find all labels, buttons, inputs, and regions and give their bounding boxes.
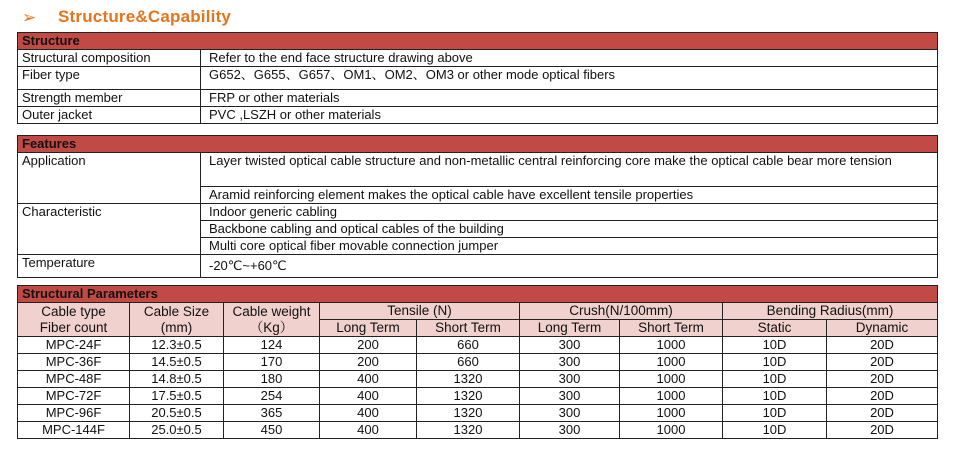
page-title: Structure&Capability	[58, 7, 232, 26]
cell-crush-long: 300	[520, 405, 620, 422]
cell-crush-short: 1000	[620, 354, 723, 371]
cell-crush-long: 300	[520, 422, 620, 439]
cell-bending-dynamic: 20D	[827, 422, 938, 439]
table-row	[18, 405, 938, 422]
cell-crush-long: 300	[520, 354, 620, 371]
features-heading: Features	[18, 136, 938, 153]
table-row	[18, 255, 938, 278]
col-bending-radius: Bending Radius(mm)	[723, 303, 938, 320]
sub-bending-static: Static	[723, 320, 827, 337]
table-row	[18, 337, 938, 354]
sub-bending-dynamic: Dynamic	[827, 320, 938, 337]
cell-bending-dynamic: 20D	[827, 371, 938, 388]
table-row	[18, 388, 938, 405]
cell-cable-size: 20.5±0.5	[130, 405, 224, 422]
row-label: Structural composition	[18, 50, 201, 67]
cell-cable-size: 14.8±0.5	[130, 371, 224, 388]
cell-cable-weight: 124	[224, 337, 320, 354]
characteristic-value: Indoor generic cabling	[201, 204, 938, 221]
characteristic-label: Characteristic	[18, 204, 201, 255]
temperature-label: Temperature	[18, 255, 201, 278]
row-value: PVC ,LSZH or other materials	[201, 107, 938, 124]
cell-crush-long: 300	[520, 371, 620, 388]
cell-tensile-long: 400	[320, 388, 417, 405]
characteristic-value: Backbone cabling and optical cables of the building	[201, 221, 938, 238]
table-row	[18, 371, 938, 388]
params-column-header-row	[18, 303, 938, 320]
cell-tensile-short: 660	[417, 337, 520, 354]
row-label: Fiber type	[18, 67, 201, 90]
table-row	[18, 422, 938, 439]
cell-bending-static: 10D	[723, 354, 827, 371]
cell-cable-weight: 450	[224, 422, 320, 439]
cell-bending-static: 10D	[723, 371, 827, 388]
cell-crush-long: 300	[520, 337, 620, 354]
structure-heading: Structure	[18, 33, 938, 50]
temperature-value: -20℃~+60℃	[201, 255, 938, 278]
cell-bending-static: 10D	[723, 388, 827, 405]
application-value: Layer twisted optical cable structure and non-metallic central reinforcing core make the optical cable bear more tension	[201, 153, 938, 187]
application-label: Application	[18, 153, 201, 204]
col-cable-size	[130, 303, 224, 337]
col-cable-size-unit: (mm)	[160, 319, 193, 335]
sub-tensile-long-term: Long Term	[320, 320, 417, 337]
table-row	[18, 107, 938, 124]
table-row	[18, 67, 938, 90]
cell-cable-weight: 365	[224, 405, 320, 422]
cell-crush-short: 1000	[620, 405, 723, 422]
cell-cable-weight: 170	[224, 354, 320, 371]
table-row	[18, 204, 938, 221]
row-value: FRP or other materials	[201, 90, 938, 107]
row-value: G652、G655、G657、OM1、OM2、OM3 or other mode optical fibers	[201, 67, 938, 90]
cell-tensile-long: 400	[320, 405, 417, 422]
col-cable-weight-label: Cable weight	[232, 303, 311, 319]
cell-tensile-short: 660	[417, 354, 520, 371]
cell-cable-type: MPC-72F	[18, 388, 130, 405]
characteristic-value: Multi core optical fiber movable connection jumper	[201, 238, 938, 255]
cell-bending-static: 10D	[723, 422, 827, 439]
row-value: Refer to the end face structure drawing above	[201, 50, 938, 67]
cell-cable-weight: 180	[224, 371, 320, 388]
params-heading: Structural Parameters	[18, 286, 938, 303]
col-crush: Crush(N/100mm)	[520, 303, 723, 320]
features-table	[17, 135, 938, 278]
cell-tensile-short: 1320	[417, 405, 520, 422]
cell-bending-dynamic: 20D	[827, 388, 938, 405]
col-cable-weight-unit: （Kg）	[249, 319, 294, 335]
cell-bending-static: 10D	[723, 405, 827, 422]
col-tensile: Tensile (N)	[320, 303, 520, 320]
cell-tensile-short: 1320	[417, 422, 520, 439]
cell-cable-type: MPC-36F	[18, 354, 130, 371]
table-row	[18, 354, 938, 371]
cell-cable-size: 14.5±0.5	[130, 354, 224, 371]
sub-crush-long-term: Long Term	[520, 320, 620, 337]
cell-cable-type: MPC-144F	[18, 422, 130, 439]
cell-cable-type: MPC-96F	[18, 405, 130, 422]
col-cable-weight	[224, 303, 320, 337]
params-body	[18, 337, 938, 439]
cell-tensile-short: 1320	[417, 388, 520, 405]
cell-cable-weight: 254	[224, 388, 320, 405]
col-cable-type-label: Cable type	[41, 303, 106, 319]
params-header-row	[18, 286, 938, 303]
structural-parameters-table	[17, 285, 938, 439]
features-header-row	[18, 136, 938, 153]
cell-cable-size: 12.3±0.5	[130, 337, 224, 354]
arrow-right-icon: ➢	[22, 7, 37, 27]
cell-cable-type: MPC-48F	[18, 371, 130, 388]
cell-tensile-long: 200	[320, 354, 417, 371]
sub-tensile-short-term: Short Term	[417, 320, 520, 337]
cell-tensile-long: 200	[320, 337, 417, 354]
cell-crush-short: 1000	[620, 422, 723, 439]
cell-tensile-long: 400	[320, 422, 417, 439]
section-title	[22, 4, 231, 30]
structure-table	[17, 32, 938, 124]
row-label: Outer jacket	[18, 107, 201, 124]
col-cable-type	[18, 303, 130, 337]
sub-crush-short-term: Short Term	[620, 320, 723, 337]
cell-crush-long: 300	[520, 388, 620, 405]
structure-header-row	[18, 33, 938, 50]
cell-cable-size: 17.5±0.5	[130, 388, 224, 405]
cell-cable-size: 25.0±0.5	[130, 422, 224, 439]
cell-crush-short: 1000	[620, 388, 723, 405]
table-row	[18, 153, 938, 187]
col-cable-size-label: Cable Size	[143, 303, 210, 319]
table-row	[18, 90, 938, 107]
row-label: Strength member	[18, 90, 201, 107]
cell-bending-dynamic: 20D	[827, 354, 938, 371]
cell-tensile-long: 400	[320, 371, 417, 388]
cell-bending-dynamic: 20D	[827, 405, 938, 422]
cell-crush-short: 1000	[620, 337, 723, 354]
cell-crush-short: 1000	[620, 371, 723, 388]
cell-bending-static: 10D	[723, 337, 827, 354]
col-fiber-count-label: Fiber count	[39, 319, 108, 335]
cell-cable-type: MPC-24F	[18, 337, 130, 354]
table-row	[18, 50, 938, 67]
application-value: Aramid reinforcing element makes the optical cable have excellent tensile properties	[201, 187, 938, 204]
cell-bending-dynamic: 20D	[827, 337, 938, 354]
cell-tensile-short: 1320	[417, 371, 520, 388]
